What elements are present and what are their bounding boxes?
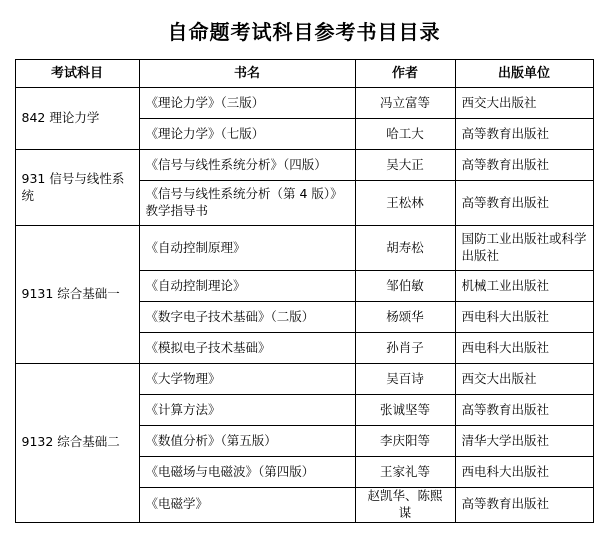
book-cell: 《数字电子技术基础》（二版） — [139, 302, 355, 333]
press-cell: 高等教育出版社 — [455, 119, 593, 150]
book-cell: 《数值分析》（第五版） — [139, 426, 355, 457]
author-cell: 冯立富等 — [355, 88, 455, 119]
author-cell: 杨颂华 — [355, 302, 455, 333]
book-cell: 《自动控制原理》 — [139, 226, 355, 271]
table-row — [15, 150, 593, 181]
table-row — [15, 88, 593, 119]
press-cell: 国防工业出版社或科学出版社 — [455, 226, 593, 271]
press-cell: 高等教育出版社 — [455, 150, 593, 181]
author-cell: 赵凯华、陈熙谋 — [355, 488, 455, 523]
author-cell: 孙肖子 — [355, 333, 455, 364]
document-page — [0, 16, 608, 533]
column-header-book: 书名 — [139, 60, 355, 88]
book-cell: 《理论力学》（三版） — [139, 88, 355, 119]
press-cell: 清华大学出版社 — [455, 426, 593, 457]
book-cell: 《模拟电子技术基础》 — [139, 333, 355, 364]
press-cell: 西交大出版社 — [455, 88, 593, 119]
author-cell: 吴大正 — [355, 150, 455, 181]
book-cell: 《计算方法》 — [139, 395, 355, 426]
press-cell: 西电科大出版社 — [455, 333, 593, 364]
author-cell: 李庆阳等 — [355, 426, 455, 457]
press-cell: 高等教育出版社 — [455, 395, 593, 426]
subject-cell: 9132 综合基础二 — [15, 364, 139, 523]
reference-book-table — [15, 59, 594, 523]
press-cell: 高等教育出版社 — [455, 488, 593, 523]
table-row — [15, 364, 593, 395]
column-header-press: 出版单位 — [455, 60, 593, 88]
book-cell: 《自动控制理论》 — [139, 271, 355, 302]
press-cell: 西电科大出版社 — [455, 457, 593, 488]
author-cell: 王家礼等 — [355, 457, 455, 488]
book-cell: 《大学物理》 — [139, 364, 355, 395]
book-cell: 《电磁场与电磁波》（第四版） — [139, 457, 355, 488]
press-cell: 西交大出版社 — [455, 364, 593, 395]
book-cell: 《信号与线性系统分析》（四版） — [139, 150, 355, 181]
subject-cell: 931 信号与线性系统 — [15, 150, 139, 226]
press-cell: 机械工业出版社 — [455, 271, 593, 302]
book-cell: 《理论力学》（七版） — [139, 119, 355, 150]
book-cell: 《信号与线性系统分析（第 4 版）》教学指导书 — [139, 181, 355, 226]
author-cell: 邹伯敏 — [355, 271, 455, 302]
author-cell: 王松林 — [355, 181, 455, 226]
author-cell: 哈工大 — [355, 119, 455, 150]
subject-cell: 9131 综合基础一 — [15, 226, 139, 364]
table-header-row — [15, 60, 593, 88]
page-title: 自命题考试科目参考书目目录 — [167, 20, 441, 44]
author-cell: 胡寿松 — [355, 226, 455, 271]
press-cell: 西电科大出版社 — [455, 302, 593, 333]
column-header-author: 作者 — [355, 60, 455, 88]
press-cell: 高等教育出版社 — [455, 181, 593, 226]
subject-cell: 842 理论力学 — [15, 88, 139, 150]
author-cell: 吴百诗 — [355, 364, 455, 395]
author-cell: 张诚坚等 — [355, 395, 455, 426]
table-row — [15, 226, 593, 271]
column-header-subject: 考试科目 — [15, 60, 139, 88]
book-cell: 《电磁学》 — [139, 488, 355, 523]
